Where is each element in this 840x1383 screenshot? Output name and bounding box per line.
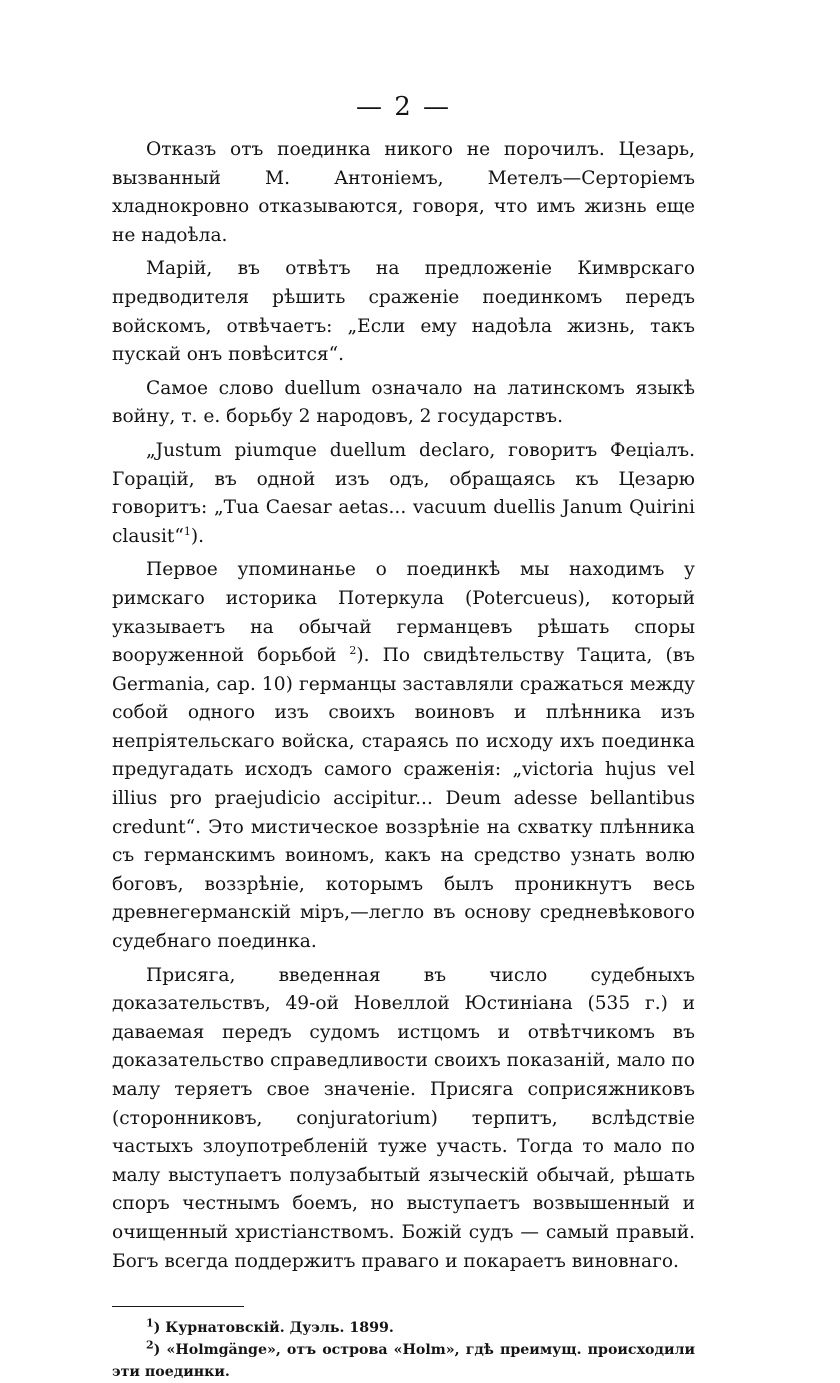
footnote-mark: 2 (146, 1338, 154, 1352)
paragraph-oath (112, 962, 695, 1277)
paragraph-text: „Justum piumque duellum declaro, говоритъ Феціалъ. Горацій, въ одной изъ одъ, обращаясь къ Цезарю говоритъ: „Tua Caesar aetas... vacuum duellis Janum Quirini clausit“ (112, 439, 695, 547)
footnote-text: ) Курнатовскій. Дуэль. 1899. (153, 1320, 394, 1337)
paragraph-refusal (112, 136, 695, 250)
footnote-mark: 1 (146, 1316, 154, 1330)
footnote-1 (112, 1317, 695, 1339)
paragraph-text: Отказъ отъ поединка никого не порочилъ. Цезарь, вызванный М. Антоніемъ, Метелъ—Серторіемъ хладнокровно отказываются, говоря, что имъ жизнь еще не надоѣла. (112, 139, 695, 246)
footnote-2 (112, 1339, 695, 1383)
paragraph-text: Первое упоминанье о поединкѣ мы находимъ у римскаго историка Потеркула (Potercueus), который указываетъ на обычай германцевъ рѣшать споры вооруженной борьбой (112, 559, 695, 667)
footnote-divider (112, 1306, 244, 1307)
paragraph-horace (112, 437, 695, 551)
footnote-text: ) «Holmgänge», отъ острова «Holm», гдѣ преимущ. происходили эти поединки. (112, 1342, 695, 1381)
paragraph-text: Марій, въ отвѣтъ на предложеніе Кимврскаго предводителя рѣшить сраженіе поединкомъ передъ войскомъ, отвѣчаетъ: „Если ему надоѣла жизнь, такъ пускай онъ повѣсится“. (112, 258, 695, 366)
paragraph-duellum (112, 375, 695, 432)
paragraph-text-tail: ). (190, 525, 205, 547)
footnote-ref: 2 (349, 643, 357, 657)
paragraph-text-tail: ). По свидѣтельству Тацита, (въ Germania, cap. 10) германцы заставляли сражаться между собой одного изъ своихъ воиновъ и плѣнника изъ непріятельскаго войска, стараясь по исходу ихъ поединка предугадать исходъ самого сраженія: „victoria hujus vel illius pro praejudicio accipitur... Deum adesse bellantibus credunt“. Это мистическое воззрѣніе на схватку плѣнника съ германскимъ воиномъ, какъ на средство узнать волю боговъ, воззрѣніе, которымъ былъ проникнутъ весь древнегерманскій міръ,—легло въ основу средневѣкового судебнаго поединка. (112, 645, 695, 953)
paragraph-potercul (112, 556, 695, 956)
footnote-ref: 1 (183, 524, 191, 538)
paragraph-marius (112, 255, 695, 369)
document-page (112, 92, 695, 1383)
page-number: — 2 — (355, 92, 452, 122)
paragraph-text: Самое слово duellum означало на латинскомъ языкѣ войну, т. е. борьбу 2 народовъ, 2 государствъ. (112, 377, 695, 428)
paragraph-text: Присяга, введенная въ число судебныхъ доказательствъ, 49-ой Новеллой Юстиніана (535 г.) и даваемая передъ судомъ истцомъ и отвѣтчикомъ въ доказательство справедливости своихъ показаній, мало по малу теряетъ свое значеніе. Присяга соприсяжниковъ (сторонниковъ, conjuratorium) терпитъ, вслѣдствіе частыхъ злоупотребленій туже участь. Тогда то мало по малу выступаетъ полузабытый языческій обычай, рѣшать споръ честнымъ боемъ, но выступаетъ возвышенный и очищенный христіанствомъ. Божій судъ — самый правый. Богъ всегда поддержитъ праваго и покараетъ виновнаго. (112, 964, 695, 1272)
